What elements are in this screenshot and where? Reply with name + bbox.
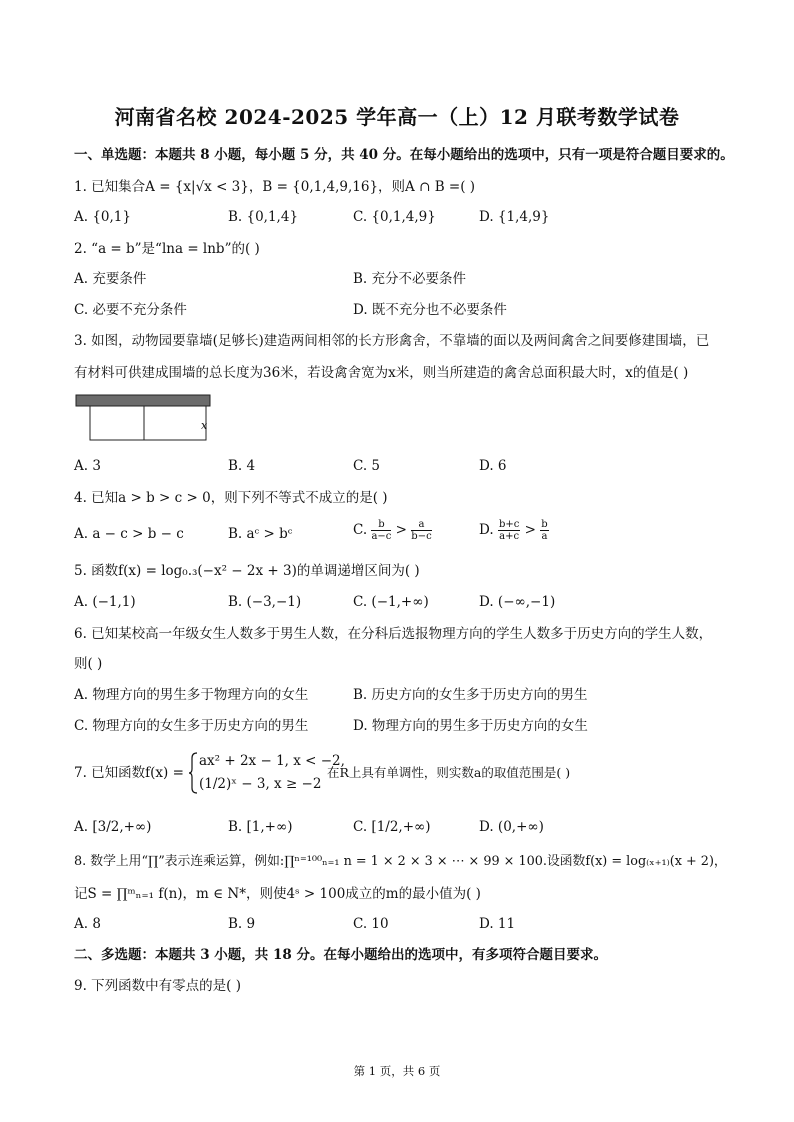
q4-stem: 4. 已知a > b > c > 0，则下列不等式不成立的是( )	[74, 490, 388, 506]
q2-option-d: D. 既不充分也不必要条件	[353, 302, 507, 318]
q4-c-fraction-2	[411, 519, 431, 542]
q7-option-b: B. [1,+∞)	[228, 819, 293, 835]
q7-suffix: 在R上具有单调性，则实数a的取值范围是( )	[327, 765, 571, 780]
q3-stem-line-2: 有材料可供建成围墙的总长度为36米，若设禽舍宽为x米，则当所建造的禽舍总面积最大时，x的值是( )	[74, 365, 689, 381]
q8-option-d: D. 11	[479, 916, 516, 932]
q8-option-b: B. 9	[228, 916, 256, 932]
q8-option-a: A. 8	[74, 916, 101, 932]
denominator: b−c	[411, 531, 432, 542]
q4-d-fraction-1	[498, 519, 520, 542]
page-footer: 第 1 页，共 6 页	[353, 1064, 441, 1078]
q7-option-d: D. (0,+∞)	[479, 819, 544, 835]
denominator: a−c	[371, 531, 392, 542]
q7-case-2: (1/2)ˣ − 3, x ≥ −2	[199, 776, 322, 792]
q8-option-c: C. 10	[353, 916, 389, 932]
q6-option-b: B. 历史方向的女生多于历史方向的男生	[353, 687, 588, 703]
q3-option-a: A. 3	[74, 458, 101, 474]
q4-option-d-label: D.	[479, 522, 494, 538]
q4-option-c: C. $\frac{b}{a-c}$ > $\frac{a}{b-c}$	[353, 519, 432, 542]
q3-stem-line-1: 3. 如图，动物园要靠墙(足够长)建造两间相邻的长方形禽舍，不靠墙的面以及两间禽舍之间要修建围墙，已	[74, 333, 710, 349]
section-2-heading: 二、多选题：本题共 3 小题，共 18 分。在每小题给出的选项中，有多项符合题目要求。	[74, 947, 607, 963]
q7-brace-icon	[189, 752, 199, 794]
q6-option-d: D. 物理方向的男生多于历史方向的女生	[353, 718, 588, 734]
q7-option-a: A. [3/2,+∞)	[74, 819, 152, 835]
denominator: a	[541, 531, 548, 542]
q6-option-a: A. 物理方向的男生多于物理方向的女生	[74, 687, 309, 703]
q3-option-c: C. 5	[353, 458, 381, 474]
numerator: b	[541, 519, 548, 530]
q1-option-c: C. {0,1,4,9}	[353, 209, 436, 225]
q4-option-c-label: C.	[353, 522, 368, 538]
q3-figure-label-x: x	[201, 419, 208, 432]
numerator: b	[371, 519, 391, 531]
q5-option-c: C. (−1,+∞)	[353, 594, 429, 610]
pen-outline	[90, 406, 206, 440]
numerator: b+c	[498, 519, 520, 530]
q4-option-b: B. aᶜ > bᶜ	[228, 526, 293, 542]
numerator: a	[411, 519, 431, 531]
q4-option-d: D. $\frac{b+c}{a+c}$ > $\frac{b}{a}$	[479, 519, 548, 542]
q3-option-b: B. 4	[228, 458, 256, 474]
q1-stem: 1. 已知集合A = {x|√x < 3}，B = {0,1,4,9,16}，则A ∩ B =( )	[74, 179, 476, 195]
q2-option-a: A. 充要条件	[74, 271, 147, 287]
q2-stem: 2. “a = b”是“lna = lnb”的( )	[74, 241, 260, 257]
q5-stem: 5. 函数f(x) = log₀.₃(−x² − 2x + 3)的单调递增区间为( )	[74, 563, 420, 579]
wall	[76, 395, 210, 406]
q6-option-c: C. 物理方向的女生多于历史方向的男生	[74, 718, 309, 734]
q5-option-b: B. (−3,−1)	[228, 594, 302, 610]
q4-d-fraction-2	[540, 519, 548, 542]
q2-option-c: C. 必要不充分条件	[74, 302, 187, 318]
exam-title: 河南省名校 2024-2025 学年高一（上）12 月联考数学试卷	[114, 105, 680, 129]
q1-option-a: A. {0,1}	[74, 209, 131, 225]
section-1-heading: 一、单选题：本题共 8 小题，每小题 5 分，共 40 分。在每小题给出的选项中，只有一项是符合题目要求的。	[74, 147, 734, 163]
q2-option-b: B. 充分不必要条件	[353, 271, 467, 287]
q5-option-a: A. (−1,1)	[74, 594, 136, 610]
q3-option-d: D. 6	[479, 458, 507, 474]
q1-option-d: D. {1,4,9}	[479, 209, 550, 225]
q7-option-c: C. [1/2,+∞)	[353, 819, 431, 835]
q9-stem: 9. 下列函数中有零点的是( )	[74, 978, 241, 994]
q6-stem-line-2: 则( )	[74, 656, 103, 672]
q6-stem-line-1: 6. 已知某校高一年级女生人数多于男生人数，在分科后选报物理方向的学生人数多于历史方向的学生人数，	[74, 626, 713, 642]
q7-prefix: 7. 已知函数f(x) =	[74, 765, 184, 781]
q8-stem-line-1: 8. 数学上用“∏”表示连乘运算，例如:∏ⁿ⁼¹⁰⁰ₙ₌₁ n = 1 × 2 × 3 × ⋯ × 99 × 100.设函数f(x) = log₍ₓ₊₁₎(x + 2)，	[74, 854, 727, 869]
q8-stem-line-2: 记S = ∏ᵐₙ₌₁ f(n)，m ∈ N*，则使4ˢ > 100成立的m的最小值为( )	[74, 886, 481, 902]
denominator: a+c	[499, 531, 520, 542]
q4-option-a: A. a − c > b − c	[74, 526, 184, 542]
q7-case-1: ax² + 2x − 1, x < −2,	[199, 753, 345, 769]
q5-option-d: D. (−∞,−1)	[479, 594, 556, 610]
q4-c-fraction-1	[371, 519, 391, 542]
q1-option-b: B. {0,1,4}	[228, 209, 299, 225]
q3-enclosure-figure	[74, 393, 214, 443]
